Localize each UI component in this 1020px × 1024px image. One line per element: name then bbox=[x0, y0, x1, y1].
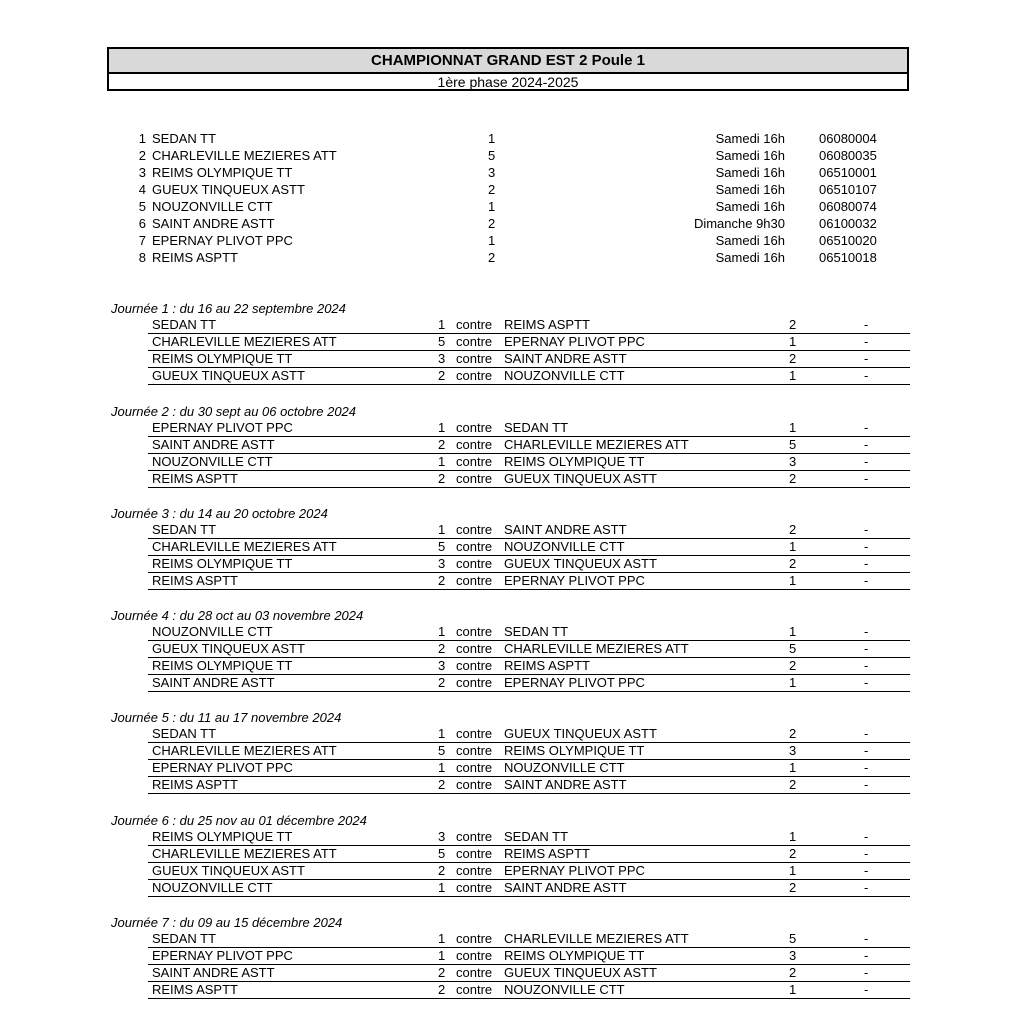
home-count: 2 bbox=[438, 965, 446, 980]
team-count: 2 bbox=[488, 250, 496, 265]
home-count: 3 bbox=[438, 351, 446, 366]
away-team: NOUZONVILLE CTT bbox=[504, 539, 625, 554]
team-name: EPERNAY PLIVOT PPC bbox=[152, 233, 293, 248]
match-score: - bbox=[864, 573, 869, 588]
home-count: 2 bbox=[438, 368, 446, 383]
home-team: SAINT ANDRE ASTT bbox=[152, 437, 275, 452]
versus-label: contre bbox=[456, 624, 493, 639]
team-code: 06080004 bbox=[819, 131, 877, 146]
home-team: REIMS OLYMPIQUE TT bbox=[152, 658, 293, 673]
home-team: REIMS OLYMPIQUE TT bbox=[152, 556, 293, 571]
match-score: - bbox=[864, 760, 869, 775]
home-count: 2 bbox=[438, 437, 446, 452]
team-count: 1 bbox=[488, 233, 496, 248]
home-team: REIMS ASPTT bbox=[152, 777, 238, 792]
team-count: 1 bbox=[488, 131, 496, 146]
match-row bbox=[148, 743, 910, 760]
match-score: - bbox=[864, 556, 869, 571]
away-count: 1 bbox=[789, 573, 797, 588]
versus-label: contre bbox=[456, 658, 493, 673]
team-code: 06510107 bbox=[819, 182, 877, 197]
home-count: 1 bbox=[438, 931, 446, 946]
match-row bbox=[148, 454, 910, 471]
match-score: - bbox=[864, 351, 869, 366]
round-title: Journée 3 : du 14 au 20 octobre 2024 bbox=[111, 506, 328, 521]
match-score: - bbox=[864, 334, 869, 349]
versus-label: contre bbox=[456, 539, 493, 554]
away-team: REIMS ASPTT bbox=[504, 846, 590, 861]
versus-label: contre bbox=[456, 437, 493, 452]
away-team: NOUZONVILLE CTT bbox=[504, 368, 625, 383]
home-team: REIMS OLYMPIQUE TT bbox=[152, 829, 293, 844]
home-team: EPERNAY PLIVOT PPC bbox=[152, 420, 293, 435]
team-name: SEDAN TT bbox=[152, 131, 217, 146]
home-count: 3 bbox=[438, 829, 446, 844]
home-team: NOUZONVILLE CTT bbox=[152, 624, 273, 639]
home-count: 1 bbox=[438, 726, 446, 741]
home-count: 1 bbox=[438, 760, 446, 775]
match-row bbox=[148, 846, 910, 863]
home-count: 5 bbox=[438, 743, 446, 758]
match-score: - bbox=[864, 726, 869, 741]
versus-label: contre bbox=[456, 948, 493, 963]
team-number: 4 bbox=[138, 182, 146, 197]
versus-label: contre bbox=[456, 454, 493, 469]
team-day: Samedi 16h bbox=[715, 199, 785, 214]
away-count: 2 bbox=[789, 317, 797, 332]
home-count: 2 bbox=[438, 777, 446, 792]
away-count: 1 bbox=[789, 368, 797, 383]
away-team: REIMS ASPTT bbox=[504, 658, 590, 673]
away-team: REIMS OLYMPIQUE TT bbox=[504, 743, 645, 758]
match-score: - bbox=[864, 624, 869, 639]
versus-label: contre bbox=[456, 965, 493, 980]
team-number: 2 bbox=[138, 148, 146, 163]
away-team: SAINT ANDRE ASTT bbox=[504, 777, 627, 792]
match-row bbox=[148, 437, 910, 454]
away-team: GUEUX TINQUEUX ASTT bbox=[504, 471, 657, 486]
team-day: Samedi 16h bbox=[715, 182, 785, 197]
away-count: 5 bbox=[789, 437, 797, 452]
home-count: 2 bbox=[438, 863, 446, 878]
team-count: 2 bbox=[488, 216, 496, 231]
versus-label: contre bbox=[456, 556, 493, 571]
home-team: SEDAN TT bbox=[152, 522, 217, 537]
home-team: REIMS ASPTT bbox=[152, 573, 238, 588]
away-count: 1 bbox=[789, 420, 797, 435]
team-code: 06080074 bbox=[819, 199, 877, 214]
away-team: NOUZONVILLE CTT bbox=[504, 982, 625, 997]
match-row bbox=[148, 573, 910, 590]
page-subtitle: 1ère phase 2024-2025 bbox=[437, 74, 579, 90]
match-row bbox=[148, 675, 910, 692]
away-count: 2 bbox=[789, 880, 797, 895]
home-team: SEDAN TT bbox=[152, 317, 217, 332]
home-team: SEDAN TT bbox=[152, 726, 217, 741]
away-count: 2 bbox=[789, 777, 797, 792]
team-row bbox=[0, 249, 1020, 266]
team-name: NOUZONVILLE CTT bbox=[152, 199, 273, 214]
away-count: 1 bbox=[789, 829, 797, 844]
match-row bbox=[148, 556, 910, 573]
away-count: 3 bbox=[789, 948, 797, 963]
team-name: GUEUX TINQUEUX ASTT bbox=[152, 182, 305, 197]
home-team: REIMS OLYMPIQUE TT bbox=[152, 351, 293, 366]
team-number: 6 bbox=[138, 216, 146, 231]
versus-label: contre bbox=[456, 675, 493, 690]
match-row bbox=[148, 334, 910, 351]
home-count: 2 bbox=[438, 982, 446, 997]
away-count: 2 bbox=[789, 471, 797, 486]
match-row bbox=[148, 624, 910, 641]
team-count: 3 bbox=[488, 165, 496, 180]
match-score: - bbox=[864, 931, 869, 946]
match-row bbox=[148, 658, 910, 675]
team-row bbox=[0, 232, 1020, 249]
home-count: 1 bbox=[438, 420, 446, 435]
away-count: 2 bbox=[789, 965, 797, 980]
away-count: 1 bbox=[789, 334, 797, 349]
match-score: - bbox=[864, 437, 869, 452]
match-row bbox=[148, 948, 910, 965]
match-row bbox=[148, 317, 910, 334]
home-count: 1 bbox=[438, 624, 446, 639]
home-count: 1 bbox=[438, 454, 446, 469]
match-score: - bbox=[864, 863, 869, 878]
home-count: 2 bbox=[438, 471, 446, 486]
match-score: - bbox=[864, 965, 869, 980]
away-count: 1 bbox=[789, 675, 797, 690]
home-count: 5 bbox=[438, 539, 446, 554]
round-title: Journée 5 : du 11 au 17 novembre 2024 bbox=[111, 710, 342, 725]
match-row bbox=[148, 539, 910, 556]
team-name: REIMS ASPTT bbox=[152, 250, 238, 265]
home-count: 3 bbox=[438, 556, 446, 571]
match-score: - bbox=[864, 420, 869, 435]
away-team: CHARLEVILLE MEZIERES ATT bbox=[504, 437, 689, 452]
versus-label: contre bbox=[456, 863, 493, 878]
away-team: SEDAN TT bbox=[504, 829, 569, 844]
match-score: - bbox=[864, 880, 869, 895]
home-count: 3 bbox=[438, 658, 446, 673]
match-row bbox=[148, 965, 910, 982]
versus-label: contre bbox=[456, 420, 493, 435]
versus-label: contre bbox=[456, 743, 493, 758]
away-team: SAINT ANDRE ASTT bbox=[504, 880, 627, 895]
home-count: 5 bbox=[438, 334, 446, 349]
match-score: - bbox=[864, 777, 869, 792]
home-count: 2 bbox=[438, 641, 446, 656]
away-count: 1 bbox=[789, 539, 797, 554]
team-row bbox=[0, 198, 1020, 215]
away-team: SAINT ANDRE ASTT bbox=[504, 522, 627, 537]
team-count: 5 bbox=[488, 148, 496, 163]
away-team: GUEUX TINQUEUX ASTT bbox=[504, 556, 657, 571]
team-row bbox=[0, 147, 1020, 164]
away-count: 1 bbox=[789, 760, 797, 775]
home-count: 5 bbox=[438, 846, 446, 861]
match-score: - bbox=[864, 539, 869, 554]
team-day: Samedi 16h bbox=[715, 250, 785, 265]
away-count: 3 bbox=[789, 743, 797, 758]
home-count: 1 bbox=[438, 317, 446, 332]
home-team: CHARLEVILLE MEZIERES ATT bbox=[152, 743, 337, 758]
away-count: 2 bbox=[789, 658, 797, 673]
page-title: CHAMPIONNAT GRAND EST 2 Poule 1 bbox=[109, 49, 907, 74]
match-row bbox=[148, 982, 910, 999]
match-score: - bbox=[864, 675, 869, 690]
match-row bbox=[148, 471, 910, 488]
versus-label: contre bbox=[456, 368, 493, 383]
home-count: 1 bbox=[438, 880, 446, 895]
home-team: GUEUX TINQUEUX ASTT bbox=[152, 368, 305, 383]
away-count: 5 bbox=[789, 641, 797, 656]
home-team: NOUZONVILLE CTT bbox=[152, 454, 273, 469]
team-code: 06080035 bbox=[819, 148, 877, 163]
away-team: REIMS ASPTT bbox=[504, 317, 590, 332]
versus-label: contre bbox=[456, 760, 493, 775]
team-day: Samedi 16h bbox=[715, 165, 785, 180]
team-number: 3 bbox=[138, 165, 146, 180]
match-score: - bbox=[864, 846, 869, 861]
away-count: 5 bbox=[789, 931, 797, 946]
home-team: SAINT ANDRE ASTT bbox=[152, 965, 275, 980]
match-row bbox=[148, 880, 910, 897]
match-score: - bbox=[864, 454, 869, 469]
away-team: CHARLEVILLE MEZIERES ATT bbox=[504, 641, 689, 656]
match-row bbox=[148, 760, 910, 777]
team-name: REIMS OLYMPIQUE TT bbox=[152, 165, 293, 180]
championship-header bbox=[107, 47, 909, 91]
match-row bbox=[148, 931, 910, 948]
match-score: - bbox=[864, 368, 869, 383]
away-team: REIMS OLYMPIQUE TT bbox=[504, 454, 645, 469]
round-title: Journée 7 : du 09 au 15 décembre 2024 bbox=[111, 915, 343, 930]
away-team: EPERNAY PLIVOT PPC bbox=[504, 863, 645, 878]
match-row bbox=[148, 351, 910, 368]
match-score: - bbox=[864, 641, 869, 656]
away-count: 2 bbox=[789, 726, 797, 741]
round-title: Journée 2 : du 30 sept au 06 octobre 2024 bbox=[111, 404, 357, 419]
home-team: EPERNAY PLIVOT PPC bbox=[152, 760, 293, 775]
versus-label: contre bbox=[456, 777, 493, 792]
away-count: 2 bbox=[789, 556, 797, 571]
match-row bbox=[148, 641, 910, 658]
team-number: 7 bbox=[138, 233, 146, 248]
match-score: - bbox=[864, 743, 869, 758]
versus-label: contre bbox=[456, 726, 493, 741]
home-team: REIMS ASPTT bbox=[152, 982, 238, 997]
home-count: 1 bbox=[438, 948, 446, 963]
match-score: - bbox=[864, 317, 869, 332]
match-row bbox=[148, 863, 910, 880]
versus-label: contre bbox=[456, 846, 493, 861]
home-count: 2 bbox=[438, 573, 446, 588]
match-score: - bbox=[864, 948, 869, 963]
home-team: CHARLEVILLE MEZIERES ATT bbox=[152, 334, 337, 349]
versus-label: contre bbox=[456, 931, 493, 946]
match-row bbox=[148, 777, 910, 794]
versus-label: contre bbox=[456, 317, 493, 332]
team-count: 1 bbox=[488, 199, 496, 214]
versus-label: contre bbox=[456, 522, 493, 537]
match-score: - bbox=[864, 982, 869, 997]
match-score: - bbox=[864, 829, 869, 844]
away-count: 1 bbox=[789, 982, 797, 997]
team-code: 06100032 bbox=[819, 216, 877, 231]
team-count: 2 bbox=[488, 182, 496, 197]
match-row bbox=[148, 420, 910, 437]
versus-label: contre bbox=[456, 829, 493, 844]
home-team: REIMS ASPTT bbox=[152, 471, 238, 486]
home-team: SAINT ANDRE ASTT bbox=[152, 675, 275, 690]
versus-label: contre bbox=[456, 880, 493, 895]
round-title: Journée 1 : du 16 au 22 septembre 2024 bbox=[111, 301, 346, 316]
match-row bbox=[148, 726, 910, 743]
away-team: SEDAN TT bbox=[504, 420, 569, 435]
match-row bbox=[148, 368, 910, 385]
home-team: CHARLEVILLE MEZIERES ATT bbox=[152, 846, 337, 861]
round-title: Journée 6 : du 25 nov au 01 décembre 2024 bbox=[111, 813, 367, 828]
versus-label: contre bbox=[456, 351, 493, 366]
team-row bbox=[0, 181, 1020, 198]
away-team: NOUZONVILLE CTT bbox=[504, 760, 625, 775]
versus-label: contre bbox=[456, 573, 493, 588]
match-score: - bbox=[864, 522, 869, 537]
team-row bbox=[0, 130, 1020, 147]
away-count: 2 bbox=[789, 522, 797, 537]
away-team: GUEUX TINQUEUX ASTT bbox=[504, 965, 657, 980]
team-number: 5 bbox=[138, 199, 146, 214]
home-team: GUEUX TINQUEUX ASTT bbox=[152, 641, 305, 656]
away-count: 2 bbox=[789, 846, 797, 861]
versus-label: contre bbox=[456, 334, 493, 349]
versus-label: contre bbox=[456, 471, 493, 486]
team-row bbox=[0, 215, 1020, 232]
match-row bbox=[148, 522, 910, 539]
team-row bbox=[0, 164, 1020, 181]
away-team: SEDAN TT bbox=[504, 624, 569, 639]
away-count: 1 bbox=[789, 863, 797, 878]
versus-label: contre bbox=[456, 982, 493, 997]
team-day: Dimanche 9h30 bbox=[693, 216, 785, 231]
away-team: CHARLEVILLE MEZIERES ATT bbox=[504, 931, 689, 946]
home-count: 2 bbox=[438, 675, 446, 690]
away-team: SAINT ANDRE ASTT bbox=[504, 351, 627, 366]
team-code: 06510001 bbox=[819, 165, 877, 180]
team-name: CHARLEVILLE MEZIERES ATT bbox=[152, 148, 337, 163]
away-count: 3 bbox=[789, 454, 797, 469]
team-code: 06510020 bbox=[819, 233, 877, 248]
away-team: EPERNAY PLIVOT PPC bbox=[504, 334, 645, 349]
team-day: Samedi 16h bbox=[715, 148, 785, 163]
match-row bbox=[148, 829, 910, 846]
away-count: 2 bbox=[789, 351, 797, 366]
away-team: EPERNAY PLIVOT PPC bbox=[504, 675, 645, 690]
home-team: EPERNAY PLIVOT PPC bbox=[152, 948, 293, 963]
away-team: GUEUX TINQUEUX ASTT bbox=[504, 726, 657, 741]
team-day: Samedi 16h bbox=[715, 233, 785, 248]
away-count: 1 bbox=[789, 624, 797, 639]
round-title: Journée 4 : du 28 oct au 03 novembre 2024 bbox=[111, 608, 364, 623]
away-team: REIMS OLYMPIQUE TT bbox=[504, 948, 645, 963]
home-team: GUEUX TINQUEUX ASTT bbox=[152, 863, 305, 878]
match-score: - bbox=[864, 471, 869, 486]
versus-label: contre bbox=[456, 641, 493, 656]
home-team: SEDAN TT bbox=[152, 931, 217, 946]
team-day: Samedi 16h bbox=[715, 131, 785, 146]
match-score: - bbox=[864, 658, 869, 673]
team-number: 8 bbox=[138, 250, 146, 265]
team-code: 06510018 bbox=[819, 250, 877, 265]
team-name: SAINT ANDRE ASTT bbox=[152, 216, 275, 231]
away-team: EPERNAY PLIVOT PPC bbox=[504, 573, 645, 588]
home-team: CHARLEVILLE MEZIERES ATT bbox=[152, 539, 337, 554]
home-team: NOUZONVILLE CTT bbox=[152, 880, 273, 895]
home-count: 1 bbox=[438, 522, 446, 537]
team-number: 1 bbox=[138, 131, 146, 146]
